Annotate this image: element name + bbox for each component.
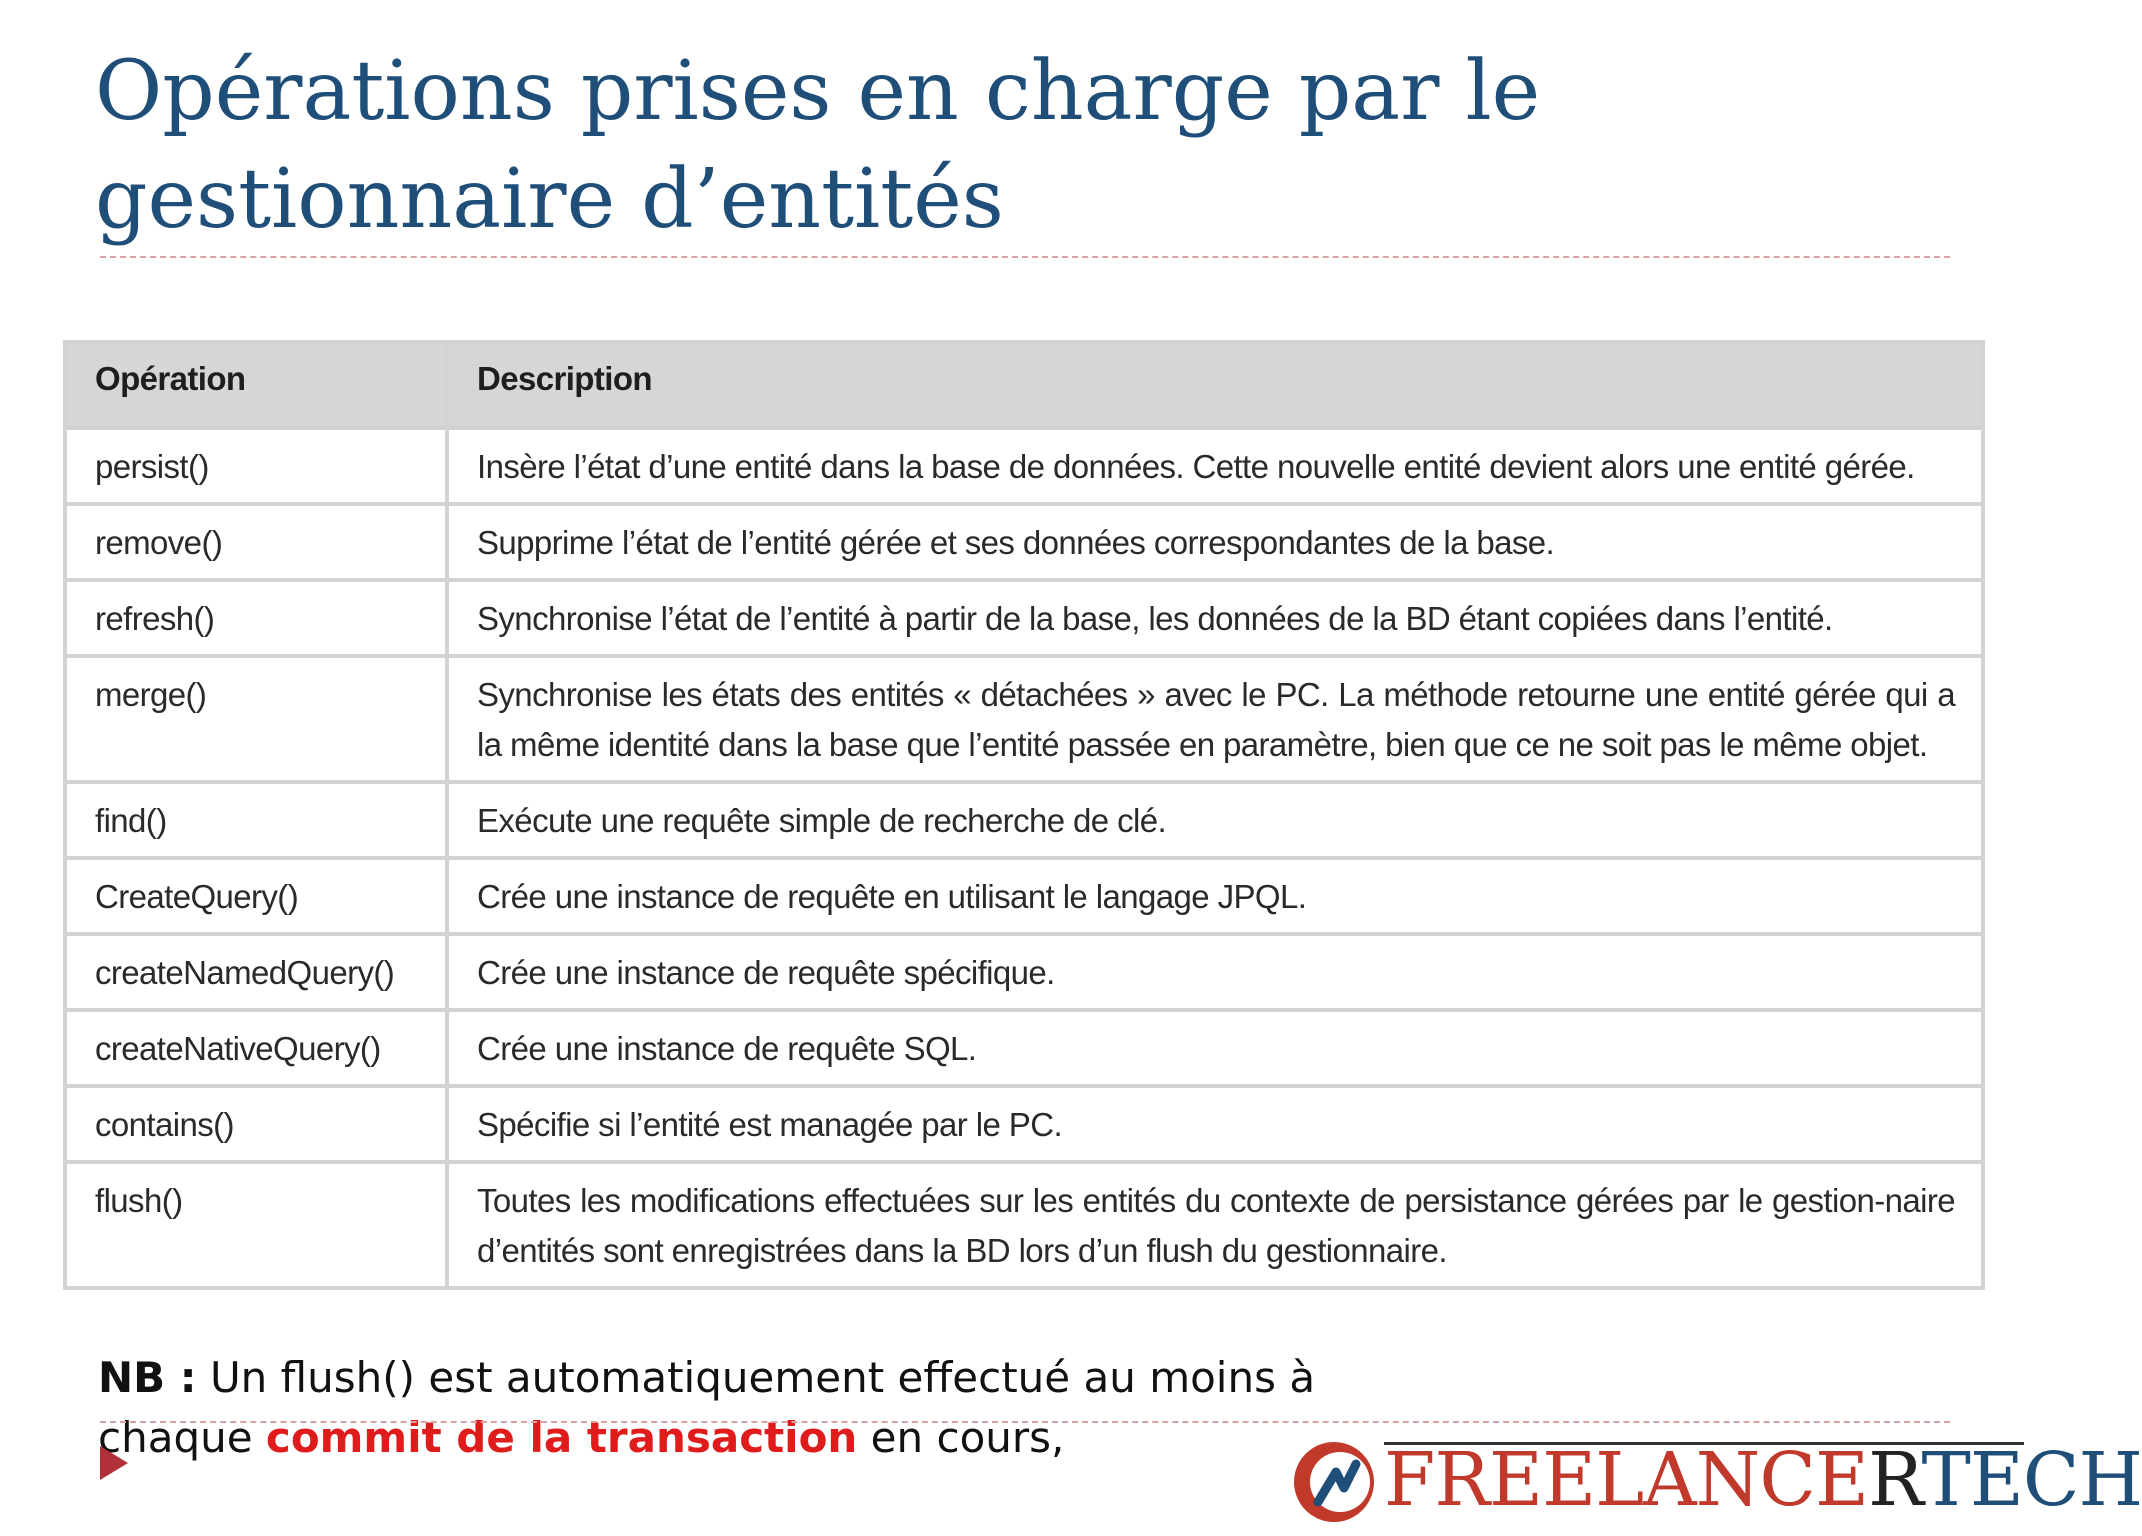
table-row [65, 580, 1983, 656]
operation-cell: createNativeQuery() [65, 1010, 447, 1086]
note-text-end: en cours, [857, 1413, 1065, 1462]
note-label: NB : [98, 1353, 197, 1402]
column-header-operation: Opération [65, 342, 447, 428]
operation-cell: remove() [65, 504, 447, 580]
title-divider [100, 256, 1950, 258]
freelancertech-logo [1288, 1430, 2142, 1526]
table-row [65, 934, 1983, 1010]
operations-table [63, 340, 1985, 1290]
note-paragraph [98, 1348, 1348, 1468]
footer-divider [100, 1421, 1950, 1423]
logo-text-r: R [1868, 1437, 1922, 1523]
operation-cell: CreateQuery() [65, 858, 447, 934]
table-row [65, 1086, 1983, 1162]
note-highlight: commit de la transaction [265, 1413, 858, 1462]
logo-text-freelance: FREELANCE [1384, 1437, 1869, 1523]
logo-text-tech: TECH [1921, 1437, 2142, 1523]
description-cell: Toutes les modifications effectuées sur les entités du contexte de persistance gérées par le gestion-naire d’entités sont enregistrées dans la BD lors d’un flush du gestionnaire. [447, 1162, 1983, 1288]
table-row [65, 504, 1983, 580]
note-text: Un flush() est automatiquement effectué au moins à chaque [98, 1353, 1316, 1462]
table-row [65, 656, 1983, 782]
logo-wordmark [1384, 1432, 2142, 1528]
description-cell: Crée une instance de requête SQL. [447, 1010, 1983, 1086]
operation-cell: merge() [65, 656, 447, 782]
description-cell: Crée une instance de requête spécifique. [447, 934, 1983, 1010]
operation-cell: flush() [65, 1162, 447, 1288]
description-cell: Exécute une requête simple de recherche de clé. [447, 782, 1983, 858]
table-row [65, 428, 1983, 504]
column-header-description: Description [447, 342, 1983, 428]
description-cell: Synchronise l’état de l’entité à partir de la base, les données de la BD étant copiées dans l’entité. [447, 580, 1983, 656]
description-cell: Crée une instance de requête en utilisant le langage JPQL. [447, 858, 1983, 934]
slide-title: Opérations prises en charge par le gestionnaire d’entités [95, 44, 1541, 247]
operation-cell: find() [65, 782, 447, 858]
table-header-row [65, 342, 1983, 428]
table-row [65, 858, 1983, 934]
freelancertech-logo-icon [1288, 1432, 1384, 1528]
table-row [65, 782, 1983, 858]
description-cell: Spécifie si l’entité est managée par le PC. [447, 1086, 1983, 1162]
operation-cell: persist() [65, 428, 447, 504]
operation-cell: contains() [65, 1086, 447, 1162]
operation-cell: createNamedQuery() [65, 934, 447, 1010]
table-row [65, 1162, 1983, 1288]
description-cell: Synchronise les états des entités « détachées » avec le PC. La méthode retourne une entité gérée qui a la même identité dans la base que l’entité passée en paramètre, bien que ce ne soit pas le même objet. [447, 656, 1983, 782]
description-cell: Supprime l’état de l’entité gérée et ses données correspondantes de la base. [447, 504, 1983, 580]
description-cell: Insère l’état d’une entité dans la base de données. Cette nouvelle entité devient alors une entité gérée. [447, 428, 1983, 504]
operation-cell: refresh() [65, 580, 447, 656]
table-row [65, 1010, 1983, 1086]
triangle-right-icon [100, 1446, 128, 1480]
